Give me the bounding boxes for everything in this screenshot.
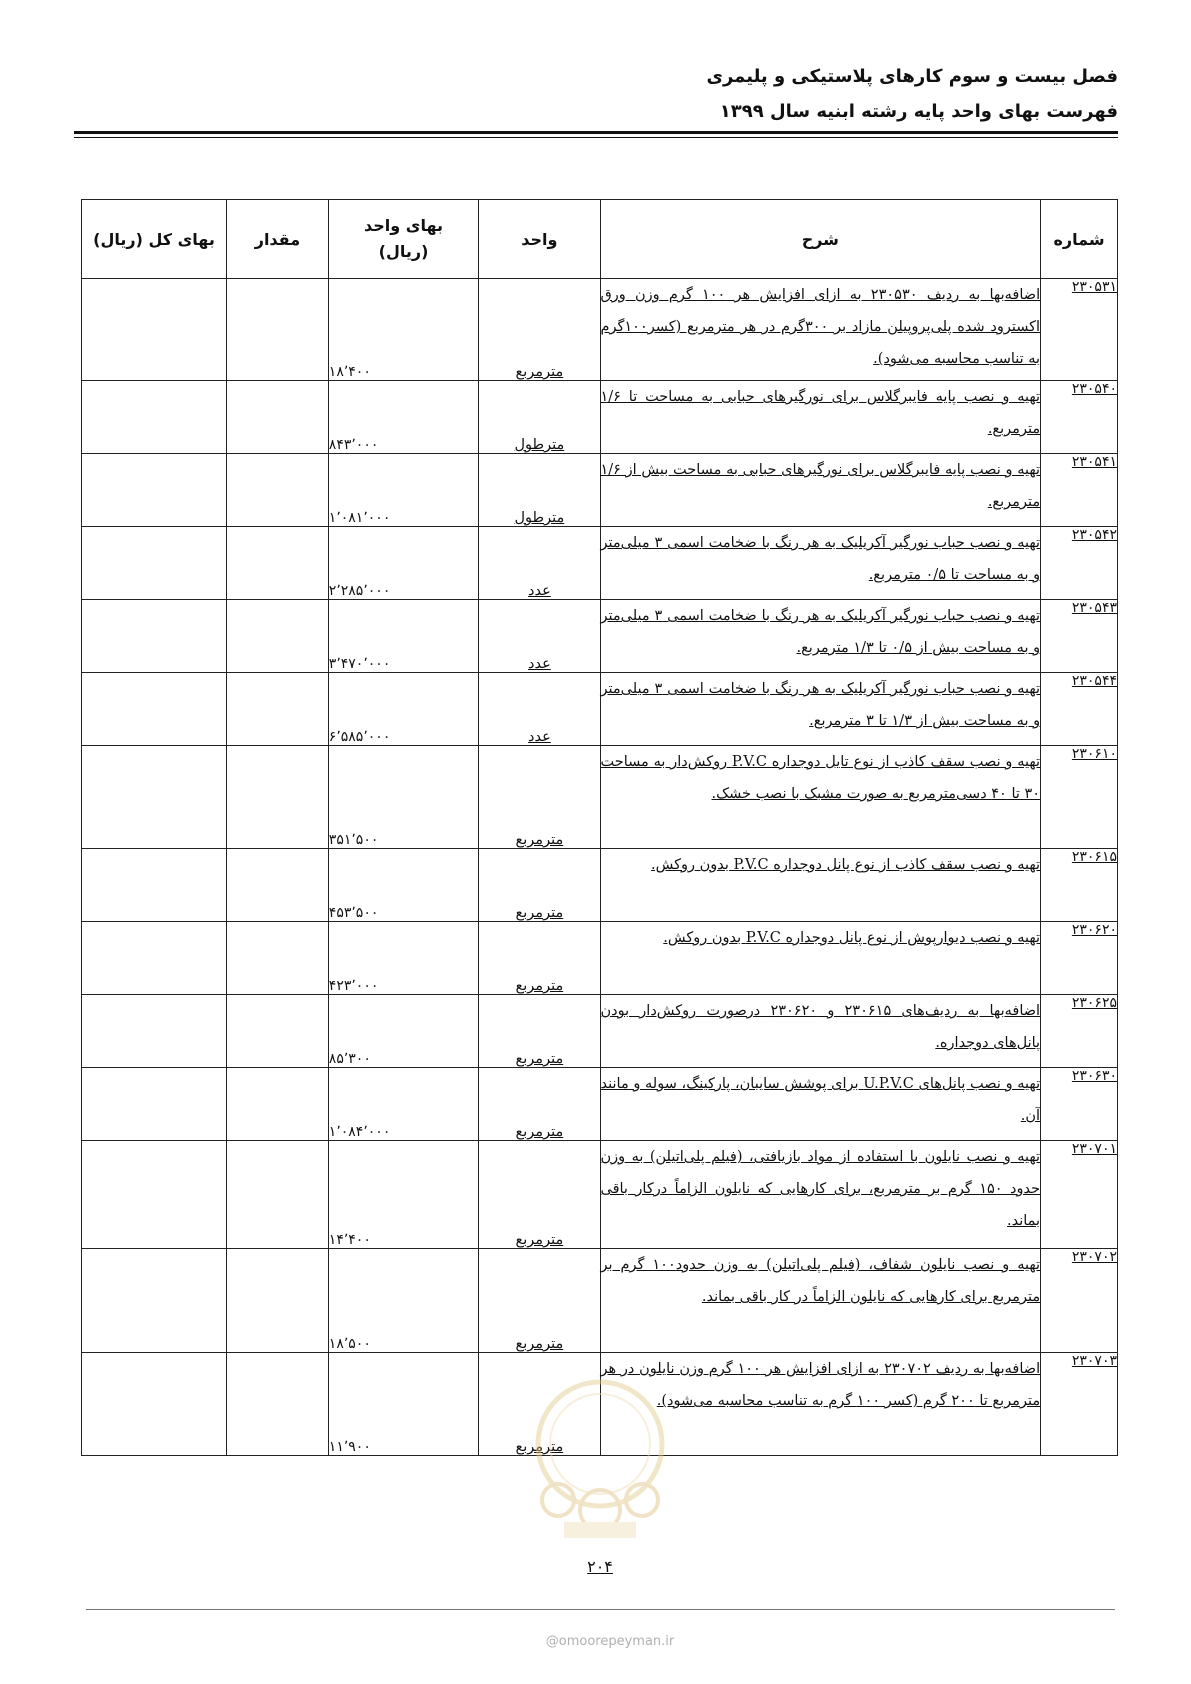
- quantity-cell: [227, 673, 329, 746]
- page-number: ۲۰۴: [587, 1557, 613, 1576]
- unit-cell-text: مترمربع: [515, 1439, 564, 1455]
- unit-cell: [479, 995, 600, 1068]
- col-header-total-price: بهای کل (ریال): [82, 200, 227, 279]
- item-number-cell: ۲۳۰۵۴۳: [1041, 600, 1118, 673]
- table-row: [82, 381, 1118, 454]
- quantity-cell: [227, 995, 329, 1068]
- total-price-cell: [82, 600, 227, 673]
- total-price-cell: [82, 1068, 227, 1141]
- description-cell-text: تهیه و نصب نایلون با استفاده از مواد بازیافتی، (فیلم پلی‌اتیلن) به وزن حدود ۱۵۰ گرم بر مترمربع، برای کارهایی که نایلون الزاماً درکار باقی بماند.: [600, 1149, 1041, 1229]
- unit-cell: [479, 849, 600, 922]
- watermark-text: @omoorepeyman.ir: [545, 1634, 675, 1649]
- quantity-cell: [227, 454, 329, 527]
- quantity-cell: [227, 527, 329, 600]
- table-row: [82, 673, 1118, 746]
- item-number-cell: ۲۳۰۷۰۱: [1041, 1141, 1118, 1249]
- description-cell-text: اضافه‌بها به ردیف ۲۳۰۵۳۰ به ازای افزایش هر ۱۰۰ گرم وزن ورق اکسترود شده پلی‌پروپیلن مازاد بر ۳۰۰گرم در هر مترمربع (کسر۱۰۰گرم به تناسب محاسبه می‌شود).: [600, 287, 1041, 367]
- description-cell: [600, 600, 1041, 673]
- item-number-cell: ۲۳۰۵۴۱: [1041, 454, 1118, 527]
- col-header-unit: واحد: [479, 200, 600, 279]
- unit-cell: [479, 279, 600, 381]
- unit-cell: [479, 746, 600, 849]
- item-number-cell: ۲۳۰۶۲۵: [1041, 995, 1118, 1068]
- quantity-cell: [227, 1249, 329, 1353]
- description-cell-text: تهیه و نصب نایلون شفاف، (فیلم پلی‌اتیلن) به وزن حدود۱۰۰ گرم بر مترمربع برای کارهایی که نایلون الزاماً در کار باقی بماند.: [600, 1257, 1041, 1305]
- table-row: [82, 995, 1118, 1068]
- total-price-cell: [82, 381, 227, 454]
- item-number-cell: ۲۳۰۷۰۲: [1041, 1249, 1118, 1353]
- col-header-unit-price-line2: (ریال): [378, 242, 429, 261]
- unit-cell: [479, 922, 600, 995]
- item-number-cell: ۲۳۰۵۴۲: [1041, 527, 1118, 600]
- description-cell: [600, 1141, 1041, 1249]
- header-rule-thin: [74, 137, 1118, 138]
- description-cell-text: تهیه و نصب حباب نورگیر آکریلیک به هر رنگ با ضخامت اسمی ۳ میلی‌متر و به مساحت بیش از ۰/۵ تا ۱/۳ مترمربع.: [600, 608, 1041, 656]
- total-price-cell: [82, 995, 227, 1068]
- description-cell: [600, 673, 1041, 746]
- quantity-cell: [227, 1353, 329, 1456]
- quantity-cell: [227, 849, 329, 922]
- unit-cell-text: مترمربع: [515, 1336, 564, 1352]
- col-header-description: شرح: [600, 200, 1041, 279]
- total-price-cell: [82, 527, 227, 600]
- table-row: [82, 922, 1118, 995]
- unit-price-cell: ۱۴٬۴۰۰: [328, 1141, 478, 1249]
- unit-cell: [479, 1141, 600, 1249]
- item-number-cell: ۲۳۰۶۱۰: [1041, 746, 1118, 849]
- unit-cell-text: مترمربع: [515, 364, 564, 380]
- table-row: [82, 600, 1118, 673]
- item-number-cell: ۲۳۰۷۰۳: [1041, 1353, 1118, 1456]
- table-row: [82, 1249, 1118, 1353]
- unit-price-cell: ۱٬۰۸۱٬۰۰۰: [328, 454, 478, 527]
- table-row: [82, 1068, 1118, 1141]
- quantity-cell: [227, 600, 329, 673]
- chapter-title: فصل بیست و سوم کارهای پلاستیکی و پلیمری: [706, 66, 1118, 87]
- quantity-cell: [227, 746, 329, 849]
- table-header-row: [82, 200, 1118, 279]
- unit-cell: [479, 1068, 600, 1141]
- unit-cell-text: مترمربع: [515, 1232, 564, 1248]
- unit-cell-text: مترطول: [514, 437, 565, 453]
- unit-price-cell: ۸۵٬۳۰۰: [328, 995, 478, 1068]
- description-cell-text: تهیه و نصب پایه فایبرگلاس برای نورگیرهای حبابی به مساحت تا ۱/۶ مترمربع.: [600, 389, 1041, 437]
- quantity-cell: [227, 279, 329, 381]
- description-cell-text: تهیه و نصب سقف کاذب از نوع تایل دوجداره P.V.C روکش‌دار به مساحت ۳۰ تا ۴۰ دسی‌مترمربع به صورت مشبک با نصب خشک.: [600, 754, 1041, 802]
- unit-price-cell: ۸۴۳٬۰۰۰: [328, 381, 478, 454]
- unit-cell: [479, 673, 600, 746]
- total-price-cell: [82, 279, 227, 381]
- description-cell-text: اضافه‌بها به ردیف‌های ۲۳۰۶۱۵ و ۲۳۰۶۲۰ درصورت روکش‌دار بودن پانل‌های دوجداره.: [600, 1003, 1041, 1051]
- col-header-number: شماره: [1041, 200, 1118, 279]
- unit-cell-text: مترمربع: [515, 1051, 564, 1067]
- total-price-cell: [82, 673, 227, 746]
- table-row: [82, 1141, 1118, 1249]
- item-number-cell: ۲۳۰۵۴۰: [1041, 381, 1118, 454]
- description-cell: [600, 849, 1041, 922]
- quantity-cell: [227, 381, 329, 454]
- unit-cell-text: مترطول: [514, 510, 565, 526]
- unit-cell-text: مترمربع: [515, 905, 564, 921]
- description-cell: [600, 746, 1041, 849]
- description-cell: [600, 1249, 1041, 1353]
- description-cell: [600, 279, 1041, 381]
- unit-price-cell: ۴۲۳٬۰۰۰: [328, 922, 478, 995]
- description-cell-text: تهیه و نصب پایه فایبرگلاس برای نورگیرهای حبابی به مساحت بیش از ۱/۶ مترمربع.: [600, 462, 1041, 510]
- unit-cell: [479, 527, 600, 600]
- unit-price-cell: ۱۸٬۴۰۰: [328, 279, 478, 381]
- item-number-cell: ۲۳۰۵۴۴: [1041, 673, 1118, 746]
- description-cell-text: تهیه و نصب حباب نورگیر آکریلیک به هر رنگ با ضخامت اسمی ۳ میلی‌متر و به مساحت بیش از ۱/۳ تا ۳ مترمربع.: [600, 681, 1041, 729]
- unit-cell-text: مترمربع: [515, 1124, 564, 1140]
- unit-cell: [479, 600, 600, 673]
- unit-cell-text: مترمربع: [515, 832, 564, 848]
- header-rule-thick: [74, 131, 1118, 134]
- unit-price-cell: ۱٬۰۸۴٬۰۰۰: [328, 1068, 478, 1141]
- description-cell-text: تهیه و نصب سقف کاذب از نوع پانل دوجداره P.V.C بدون روکش.: [651, 857, 1041, 873]
- total-price-cell: [82, 1353, 227, 1456]
- unit-price-cell: ۴۵۳٬۵۰۰: [328, 849, 478, 922]
- publisher-seal-watermark: [515, 1372, 682, 1546]
- unit-cell-text: عدد: [528, 656, 551, 672]
- description-cell-text: تهیه و نصب حباب نورگیر آکریلیک به هر رنگ با ضخامت اسمی ۳ میلی‌متر و به مساحت تا ۰/۵ مترمربع.: [600, 535, 1041, 583]
- unit-price-cell: ۱۸٬۵۰۰: [328, 1249, 478, 1353]
- unit-cell-text: عدد: [528, 729, 551, 745]
- total-price-cell: [82, 922, 227, 995]
- total-price-cell: [82, 746, 227, 849]
- table-row: [82, 849, 1118, 922]
- unit-price-cell: ۲٬۲۸۵٬۰۰۰: [328, 527, 478, 600]
- col-header-unit-price: [328, 200, 478, 279]
- description-cell-text: تهیه و نصب پانل‌های U.P.V.C برای پوشش سایبان، پارکینگ، سوله و مانند آن.: [600, 1076, 1041, 1124]
- total-price-cell: [82, 454, 227, 527]
- description-cell: [600, 995, 1041, 1068]
- description-cell: [600, 922, 1041, 995]
- description-cell-text: تهیه و نصب دیوارپوش از نوع پانل دوجداره P.V.C بدون روکش.: [663, 930, 1041, 946]
- total-price-cell: [82, 849, 227, 922]
- item-number-cell: ۲۳۰۶۳۰: [1041, 1068, 1118, 1141]
- description-cell: [600, 454, 1041, 527]
- price-table: [81, 199, 1118, 1456]
- unit-cell-text: مترمربع: [515, 978, 564, 994]
- col-header-unit-price-line1: بهای واحد: [364, 216, 444, 235]
- item-number-cell: ۲۳۰۶۲۰: [1041, 922, 1118, 995]
- unit-price-cell: ۶٬۵۸۵٬۰۰۰: [328, 673, 478, 746]
- price-list-title: فهرست بهای واحد پایه رشته ابنیه سال ۱۳۹۹: [719, 101, 1118, 122]
- total-price-cell: [82, 1141, 227, 1249]
- description-cell: [600, 527, 1041, 600]
- col-header-quantity: مقدار: [227, 200, 329, 279]
- unit-price-cell: ۱۱٬۹۰۰: [328, 1353, 478, 1456]
- quantity-cell: [227, 1141, 329, 1249]
- description-cell: [600, 381, 1041, 454]
- total-price-cell: [82, 1249, 227, 1353]
- unit-cell-text: عدد: [528, 583, 551, 599]
- quantity-cell: [227, 922, 329, 995]
- item-number-cell: ۲۳۰۶۱۵: [1041, 849, 1118, 922]
- unit-cell: [479, 381, 600, 454]
- quantity-cell: [227, 1068, 329, 1141]
- unit-cell: [479, 454, 600, 527]
- table-row: [82, 454, 1118, 527]
- item-number-cell: ۲۳۰۵۳۱: [1041, 279, 1118, 381]
- table-row: [82, 527, 1118, 600]
- table-row: [82, 279, 1118, 381]
- description-cell: [600, 1068, 1041, 1141]
- footer-rule: [86, 1609, 1115, 1610]
- unit-price-cell: ۳٬۴۷۰٬۰۰۰: [328, 600, 478, 673]
- unit-cell: [479, 1249, 600, 1353]
- description-cell-text: اضافه‌بها به ردیف ۲۳۰۷۰۲ به ازای افزایش هر ۱۰۰ گرم وزن نایلون در هر مترمربع تا ۲۰۰ گرم (کسر ۱۰۰ گرم به تناسب محاسبه می‌شود).: [600, 1361, 1041, 1409]
- table-row: [82, 746, 1118, 849]
- unit-price-cell: ۳۵۱٬۵۰۰: [328, 746, 478, 849]
